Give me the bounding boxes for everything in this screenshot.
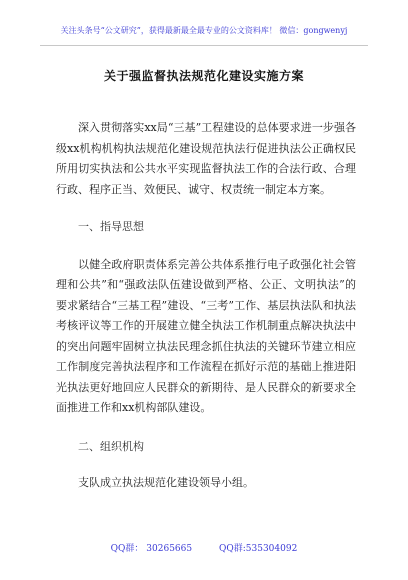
header-divider — [40, 45, 368, 46]
section-heading-guiding-ideology: 一、指导思想 — [78, 220, 144, 233]
document-title: 关于强监督执法规范化建设实施方案 — [103, 69, 304, 83]
intro-paragraph: 深入贯彻落实xx局“三基”工程建设的总体要求进一步强各级xx机构机构执法规范化建设规范执法行促进执法公正确权民所用切实执法和公共水平实现监督执法工作的合法行政、合理行政、程序正当、效便民、诚守、权责统一制定本方案。 — [56, 121, 356, 196]
guiding-ideology-paragraph: 以健全政府职责体系完善公共体系推行电子政强化社会管理和公共”和“强政法队伍建设做到严格、公正、文明执法”的要求紧结合“三基工程”建设、“三考”工作、基层执法队和执法考核评议等工作的开展建立健全执法工作机制重点解决执法中的突出问题牢固树立执法民理念抓住执法的关键环节建立相应工作制度完善执法程序和工作流程在抓好示范的基础上推进阳光执法更好地回应人民群众的新期待、是人民群众的新要求全面推进工作和xx机构部队建设。 — [56, 257, 356, 414]
footer-qq-group-1: QQ群： 30265665 — [110, 544, 193, 554]
organization-paragraph: 支队成立执法规范化建设领导小组。 — [78, 476, 254, 489]
section-heading-organization: 二、组织机构 — [78, 439, 144, 453]
document-body — [56, 118, 356, 494]
footer-contact — [0, 541, 408, 554]
footer-qq-group-2: QQ群:535304092 — [218, 544, 298, 554]
header-promo-note: 关注头条号“公文研究”，获得最新最全最专业的公文资料库！ 微信：gongwenyj — [60, 26, 348, 35]
